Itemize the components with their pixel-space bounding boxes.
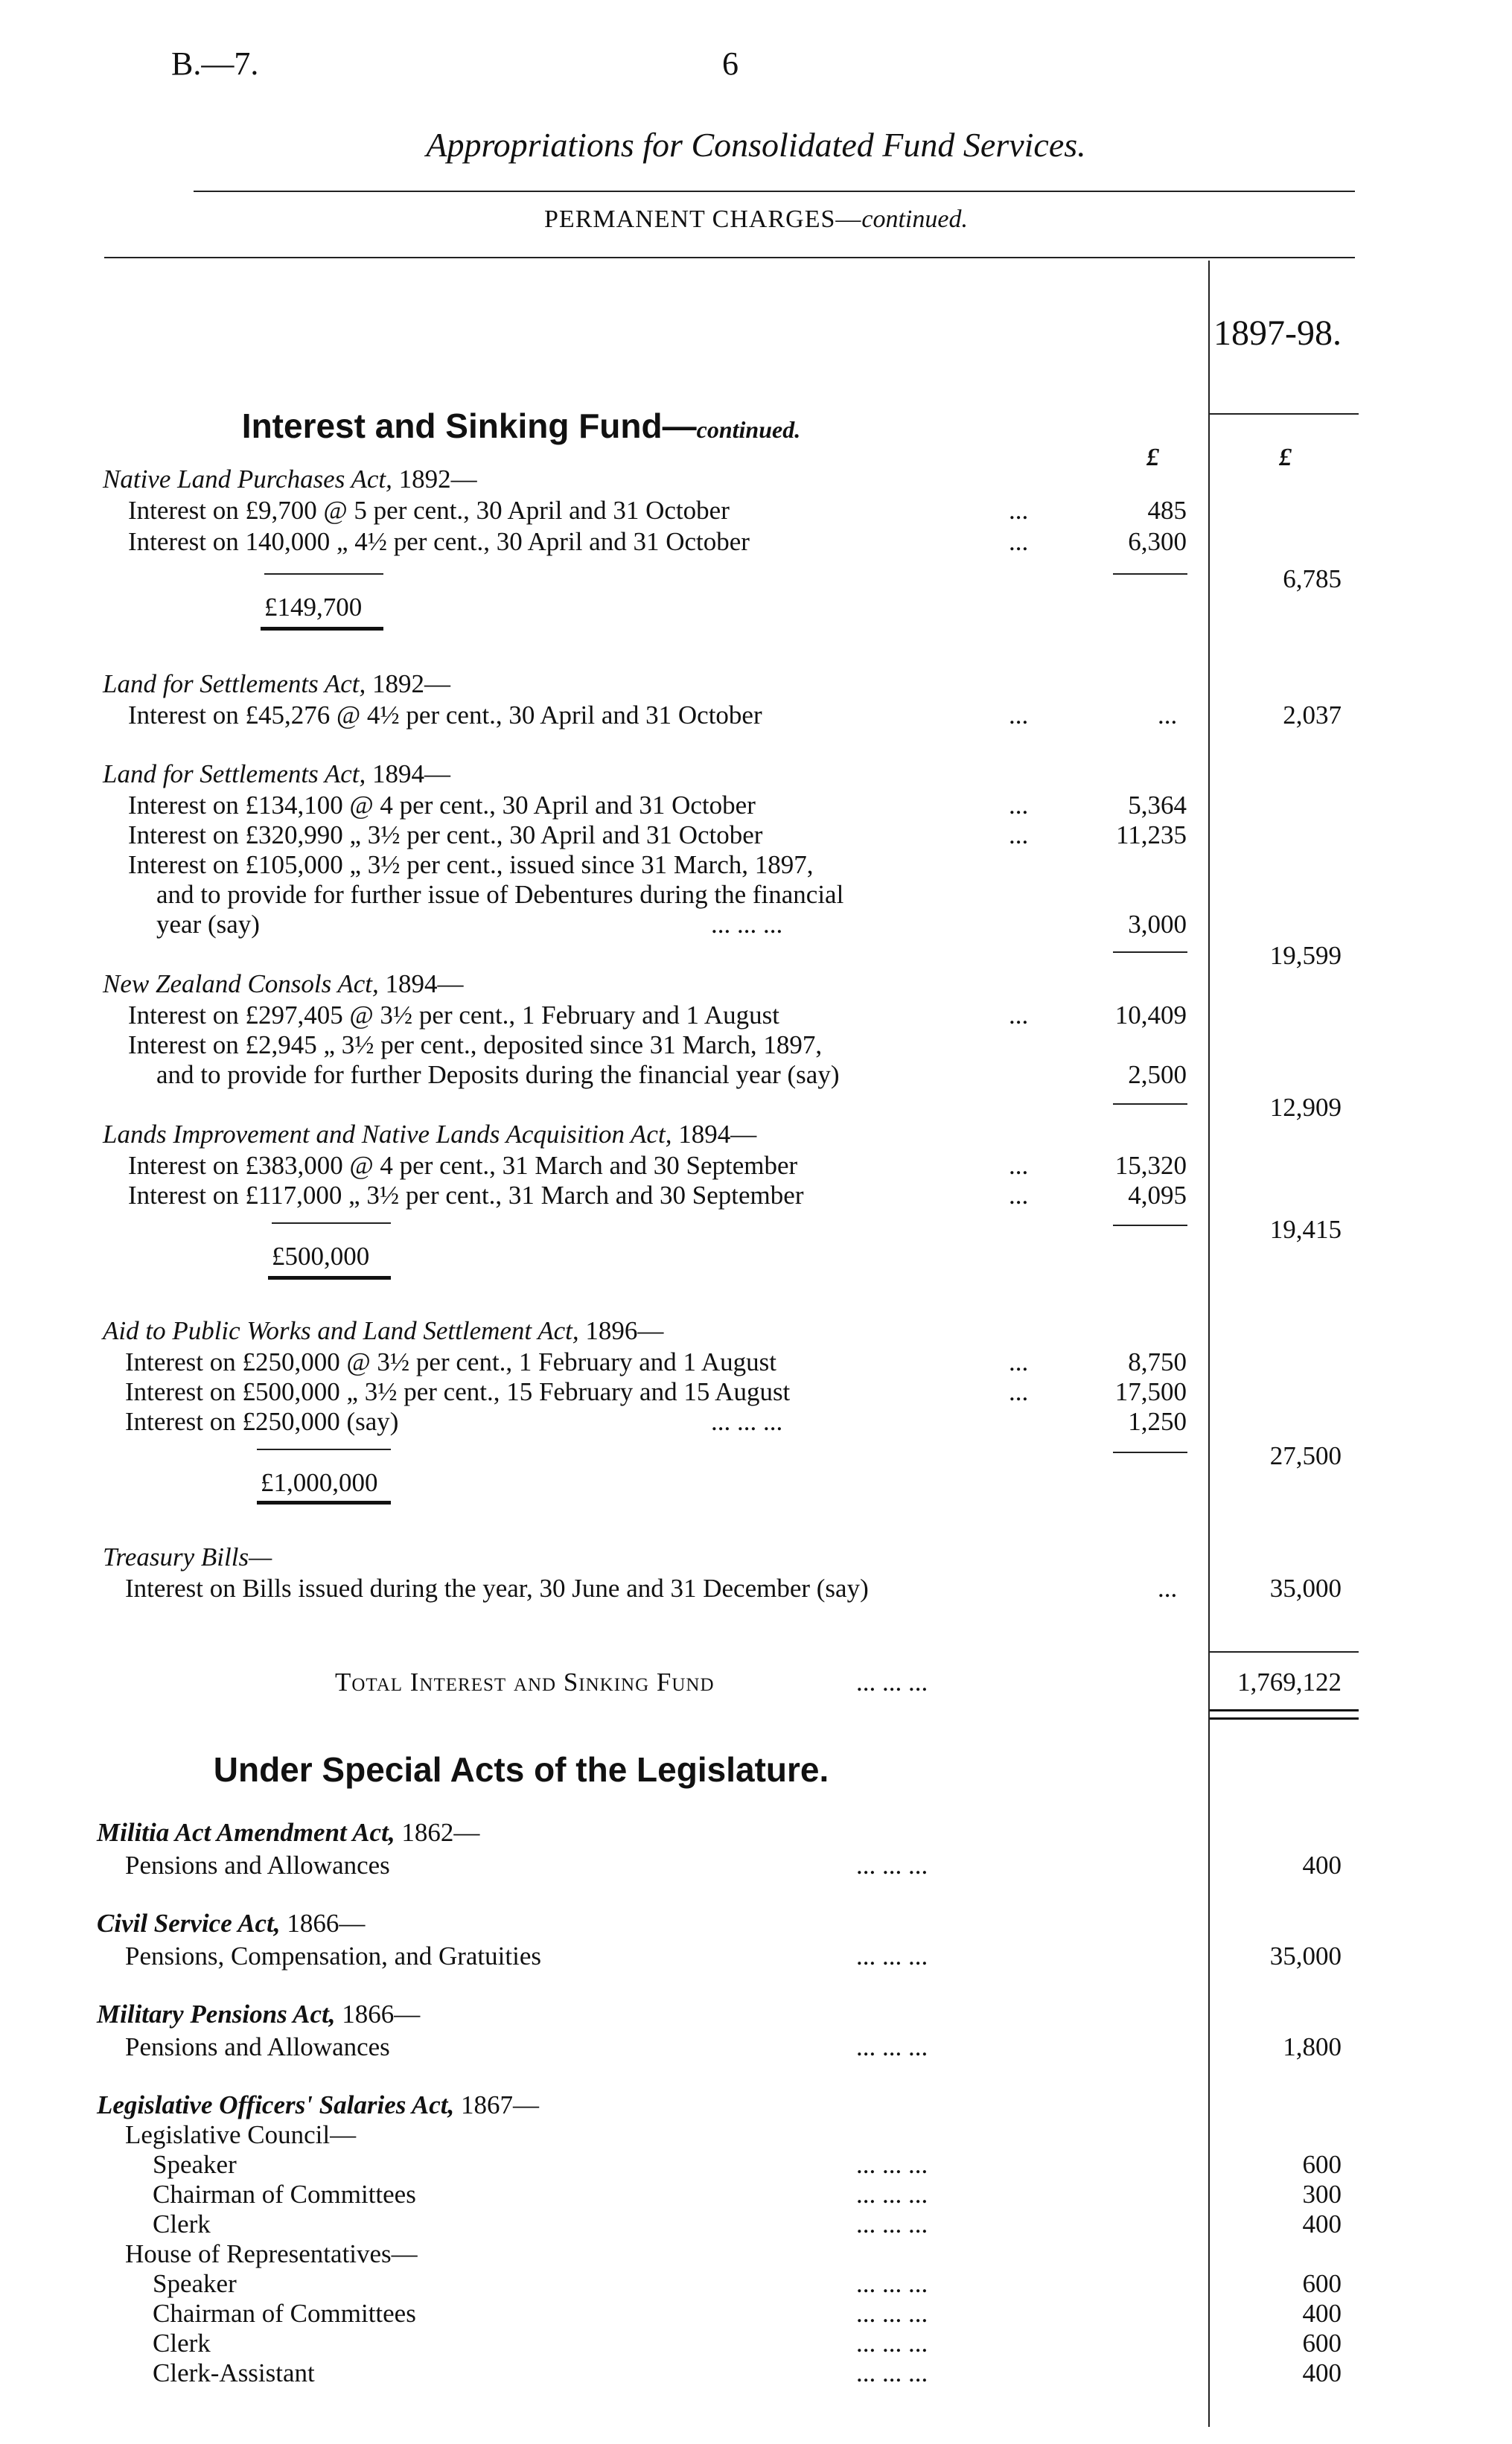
leader-dots: ... ... ... <box>856 2150 928 2179</box>
item-label: Pensions, Compensation, and Gratuities <box>125 1942 541 1971</box>
act-title: Legislative Officers' Salaries Act, <box>97 2090 455 2119</box>
item-label: Interest on Bills issued during the year, 30 June and 31 December (say) <box>125 1574 869 1603</box>
list-item <box>0 2357 1512 2390</box>
item-label: and to provide for further issue of Debentures during the financial <box>156 880 844 909</box>
list-item: Legislative Officers' Salaries Act, 1867— <box>97 2090 539 2119</box>
list-item: Native Land Purchases Act, 1892— <box>103 465 477 494</box>
total-amount: 35,000 <box>1269 1574 1342 1603</box>
list-item <box>0 2268 1512 2300</box>
amount: 6,300 <box>1128 527 1187 556</box>
leader-dots: ... <box>1009 1347 1029 1376</box>
leader-dots: ... ... ... <box>856 1668 928 1697</box>
item-label: year (say) <box>156 910 260 939</box>
amount: 17,500 <box>1114 1377 1187 1406</box>
item-label: Interest on £250,000 (say) <box>125 1407 399 1436</box>
amount: 400 <box>1302 2210 1342 2239</box>
list-item <box>0 908 1512 941</box>
list-item <box>0 2238 1512 2271</box>
leader-dots: ... <box>1009 496 1029 525</box>
list-item: Civil Service Act, 1866— <box>97 1909 366 1938</box>
total-amount: 6,785 <box>1283 564 1342 593</box>
amount: 2,500 <box>1128 1060 1187 1089</box>
list-item <box>0 1940 1512 1973</box>
subtotal-rule <box>1210 1651 1359 1653</box>
act-title: Land for Settlements Act, <box>103 759 366 788</box>
leader-dots: ... ... ... <box>856 2329 928 2358</box>
list-item: Militia Act Amendment Act, 1862— <box>97 1818 480 1847</box>
amount: 4,095 <box>1128 1181 1187 1210</box>
capital-total: £1,000,000 <box>261 1468 378 1497</box>
list-item <box>0 1376 1512 1408</box>
item-label: Chairman of Committees <box>153 2299 416 2328</box>
item-label: Clerk-Assistant <box>153 2358 315 2387</box>
amount: 10,409 <box>1114 1001 1187 1030</box>
list-item <box>0 591 1512 624</box>
leader-dots: ... <box>1009 1151 1029 1180</box>
leader-dots: ... ... ... <box>856 2180 928 2209</box>
amount: 15,320 <box>1114 1151 1187 1180</box>
fiscal-year-header: 1897-98. <box>1213 313 1342 353</box>
list-item <box>0 2327 1512 2360</box>
leader-dots: ... <box>1009 527 1029 556</box>
amount: 600 <box>1302 2269 1342 2298</box>
item-label: Clerk <box>153 2210 211 2239</box>
amount: 8,750 <box>1128 1347 1187 1376</box>
leader-dots: ... ... ... <box>856 2299 928 2328</box>
total-amount: 1,800 <box>1283 2032 1342 2061</box>
leader-dots: ... ... ... <box>856 2032 928 2061</box>
leader-dots: ... <box>1009 1181 1029 1210</box>
list-item <box>0 2148 1512 2181</box>
amount: 485 <box>1147 496 1187 525</box>
pound-column-1: £ <box>1146 444 1159 471</box>
pound-column-2: £ <box>1279 444 1292 471</box>
list-item <box>0 1541 1512 1574</box>
item-label: Interest on £383,000 @ 4 per cent., 31 March and 30 September <box>128 1151 798 1180</box>
leader-dots: ... <box>1158 1574 1178 1603</box>
act-title: Militia Act Amendment Act, <box>97 1818 395 1847</box>
total-amount: 12,909 <box>1269 1093 1342 1122</box>
leader-dots: ... ... ... <box>711 910 783 939</box>
capital-underline <box>268 1276 391 1280</box>
list-item <box>0 1149 1512 1182</box>
item-label: Clerk <box>153 2329 211 2358</box>
list-item <box>0 2178 1512 2211</box>
amount: 400 <box>1302 2358 1342 2387</box>
grand-total-amount: 1,769,122 <box>1237 1668 1342 1697</box>
list-item <box>0 1572 1512 1605</box>
item-label: Chairman of Committees <box>153 2180 416 2209</box>
interest-heading: Interest and Sinking Fund—continued. <box>241 406 801 445</box>
amount: 600 <box>1302 2150 1342 2179</box>
list-item <box>0 2297 1512 2330</box>
list-item: Lands Improvement and Native Lands Acquisition Act, 1894— <box>103 1120 757 1149</box>
act-title: Land for Settlements Act, <box>103 669 366 698</box>
item-label: Interest on £250,000 @ 3½ per cent., 1 February and 1 August <box>125 1347 776 1376</box>
act-title: Military Pensions Act, <box>97 2000 336 2029</box>
item-label: and to provide for further Deposits during the financial year (say) <box>156 1060 840 1089</box>
leader-dots: ... <box>1009 820 1029 849</box>
leader-dots: ... <box>1009 1001 1029 1030</box>
act-title: Native Land Purchases Act, <box>103 465 392 494</box>
list-item <box>0 999 1512 1032</box>
list-item <box>0 2119 1512 2151</box>
page-title: Appropriations for Consolidated Fund Services. <box>426 126 1086 164</box>
item-label: Speaker <box>153 2269 237 2298</box>
leader-dots: ... ... ... <box>711 1407 783 1436</box>
leader-dots: ... <box>1009 1377 1029 1406</box>
leader-dots: ... <box>1009 791 1029 820</box>
list-item <box>0 1179 1512 1212</box>
total-amount: 27,500 <box>1269 1441 1342 1470</box>
leader-dots: ... ... ... <box>856 2358 928 2387</box>
item-label: Interest on £320,990 „ 3½ per cent., 30 April and 31 October <box>128 820 763 849</box>
capital-underline <box>257 1501 391 1505</box>
grand-total-row <box>0 1666 1512 1699</box>
title-rule <box>194 191 1355 192</box>
total-amount: 35,000 <box>1269 1942 1342 1971</box>
grand-total-label: Total Interest and Sinking Fund <box>335 1668 715 1697</box>
item-label: Speaker <box>153 2150 237 2179</box>
list-item <box>0 1406 1512 1438</box>
total-amount: 2,037 <box>1283 701 1342 730</box>
item-label: Interest on £117,000 „ 3½ per cent., 31 March and 30 September <box>128 1181 804 1210</box>
list-item <box>0 1467 1512 1499</box>
list-item: Military Pensions Act, 1866— <box>97 2000 421 2029</box>
item-label: Interest on £9,700 @ 5 per cent., 30 April and 31 October <box>128 496 730 525</box>
amount: 600 <box>1302 2329 1342 2358</box>
act-title: Aid to Public Works and Land Settlement Act, <box>103 1316 579 1345</box>
capital-total: £149,700 <box>264 593 363 622</box>
leader-dots: ... ... ... <box>856 2269 928 2298</box>
item-label: Interest on £134,100 @ 4 per cent., 30 April and 31 October <box>128 791 756 820</box>
item-label: Interest on £2,945 „ 3½ per cent., deposited since 31 March, 1897, <box>128 1030 823 1059</box>
subgroup-label: Legislative Council— <box>125 2120 357 2149</box>
list-item <box>0 1346 1512 1379</box>
total-amount: 400 <box>1302 1851 1342 1880</box>
item-label: Interest on £105,000 „ 3½ per cent., issued since 31 March, 1897, <box>128 850 814 879</box>
item-label: Interest on 140,000 „ 4½ per cent., 30 April and 31 October <box>128 527 750 556</box>
act-title: Treasury Bills— <box>103 1542 272 1572</box>
page-number: 6 <box>722 45 739 82</box>
total-amount: 19,415 <box>1269 1215 1342 1244</box>
leader-dots: ... <box>1009 701 1029 730</box>
list-item <box>0 789 1512 822</box>
list-item: Aid to Public Works and Land Settlement Act, 1896— <box>103 1316 664 1345</box>
list-item: New Zealand Consols Act, 1894— <box>103 969 464 998</box>
item-label: Pensions and Allowances <box>125 2032 390 2061</box>
list-item <box>0 1029 1512 1062</box>
document-reference: B.—7. <box>171 45 259 82</box>
list-item <box>0 699 1512 732</box>
leader-dots: ... <box>1158 701 1178 730</box>
item-label: Interest on £297,405 @ 3½ per cent., 1 February and 1 August <box>128 1001 779 1030</box>
total-amount: 19,599 <box>1269 941 1342 970</box>
amount: 3,000 <box>1128 910 1187 939</box>
leader-dots: ... ... ... <box>856 2210 928 2239</box>
amount: 1,250 <box>1128 1407 1187 1436</box>
list-item <box>0 1059 1512 1091</box>
list-item <box>0 819 1512 852</box>
list-item <box>0 878 1512 911</box>
header-rule <box>104 257 1355 258</box>
list-item <box>0 2031 1512 2064</box>
item-label: Pensions and Allowances <box>125 1851 390 1880</box>
leader-dots: ... ... ... <box>856 1942 928 1971</box>
act-title: Civil Service Act, <box>97 1909 281 1938</box>
amount: 400 <box>1302 2299 1342 2328</box>
list-item <box>0 1240 1512 1273</box>
item-label: Interest on £500,000 „ 3½ per cent., 15 February and 15 August <box>125 1377 791 1406</box>
leader-dots: ... ... ... <box>856 1851 928 1880</box>
list-item <box>0 494 1512 527</box>
grand-total-underline <box>1210 1709 1359 1720</box>
list-item: Land for Settlements Act, 1894— <box>103 759 450 788</box>
list-item <box>0 2208 1512 2241</box>
item-label: Interest on £45,276 @ 4½ per cent., 30 April and 31 October <box>128 701 762 730</box>
amount: 300 <box>1302 2180 1342 2209</box>
year-rule <box>1210 413 1359 415</box>
list-item <box>0 849 1512 881</box>
capital-underline <box>261 627 383 631</box>
amount: 5,364 <box>1128 791 1187 820</box>
act-title: New Zealand Consols Act, <box>103 969 379 998</box>
capital-total: £500,000 <box>272 1242 370 1271</box>
list-item: Land for Settlements Act, 1892— <box>103 669 450 698</box>
special-acts-heading: Under Special Acts of the Legislature. <box>213 1750 829 1789</box>
list-item <box>0 1849 1512 1882</box>
list-item <box>0 526 1512 558</box>
act-title: Lands Improvement and Native Lands Acquisition Act, <box>103 1120 672 1149</box>
section-subtitle: PERMANENT CHARGES—continued. <box>544 205 968 233</box>
amount: 11,235 <box>1116 820 1187 849</box>
subgroup-label: House of Representatives— <box>125 2239 418 2268</box>
